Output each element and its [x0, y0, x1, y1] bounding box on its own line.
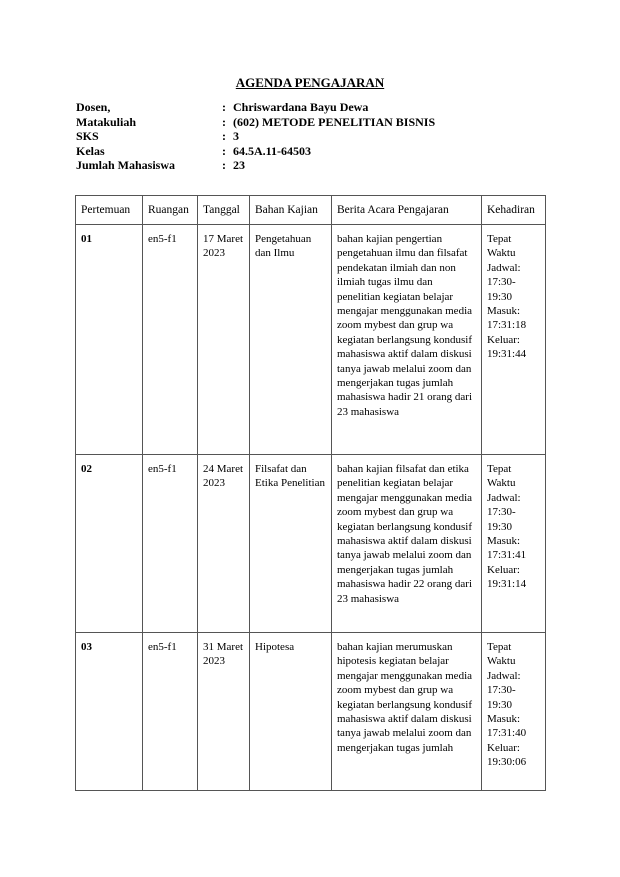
header-pertemuan: Pertemuan	[76, 196, 143, 225]
info-value: Chriswardana Bayu Dewa	[233, 100, 369, 114]
info-row-jumlah-mahasiswa	[76, 158, 435, 173]
info-value: 23	[233, 158, 245, 172]
agenda-table	[75, 195, 546, 791]
table-row	[76, 455, 546, 633]
cell-text: 03	[81, 641, 92, 653]
info-label: Kelas	[76, 143, 105, 158]
header-ruangan: Ruangan	[143, 196, 198, 225]
cell-text: Tepat Waktu Jadwal: 17:30-19:30 Masuk: 17:31:40 Keluar: 19:30:06	[487, 641, 527, 769]
header-berita-acara: Berita Acara Pengajaran	[332, 196, 482, 225]
cell-pertemuan: 02	[76, 455, 143, 633]
cell-berita-acara: bahan kajian pengertian pengetahuan ilmu dan filsafat pendekatan ilmiah dan non ilmiah tugas ilmu dan penelitian kegiatan belajar mengajar menggunakan media zoom mybest dan grup wa kegiatan berlangsung kondusif mahasiswa aktif dalam diskusi tanya jawab melalui zoom dan mengerjakan tugas jumlah mahasiswa hadir 21 orang dari 23 mahasiswa	[332, 225, 482, 455]
cell-text: bahan kajian merumuskan hipotesis kegiatan belajar mengajar menggunakan media zoom mybest dan grup wa kegiatan berlangsung kondusif mahasiswa aktif dalam diskusi tanya jawab melalui zoom dan mengerjakan tugas jumlah	[337, 641, 473, 754]
table-header-row	[76, 196, 546, 225]
cell-ruangan	[143, 633, 198, 791]
info-label: SKS	[76, 129, 99, 143]
cell-text: 31 Maret 2023	[203, 641, 244, 668]
info-separator: :	[222, 114, 226, 129]
table-row	[76, 225, 546, 455]
info-separator: :	[222, 143, 226, 158]
info-separator: :	[222, 100, 226, 114]
info-label: Matakuliah	[76, 114, 137, 129]
cell-ruangan: en5-f1	[143, 455, 198, 633]
info-row-kelas	[76, 144, 435, 159]
header-bahan-kajian: Bahan Kajian	[250, 196, 332, 225]
cell-pertemuan: 01	[76, 225, 143, 455]
info-value: 64.5A.11-64503	[233, 143, 311, 158]
info-label: Dosen,	[76, 100, 111, 114]
info-separator: :	[222, 158, 226, 172]
cell-kehadiran: Tepat Waktu Jadwal: 17:30-19:30 Masuk: 17:31:41 Keluar: 19:31:14	[482, 455, 546, 633]
document-title: AGENDA PENGAJARAN	[235, 75, 385, 90]
info-label: Jumlah Mahasiswa	[76, 158, 176, 172]
cell-kehadiran: Tepat Waktu Jadwal: 17:30-19:30 Masuk: 17:31:18 Keluar: 19:31:44	[482, 225, 546, 455]
cell-berita-acara	[332, 633, 482, 791]
cell-tanggal: 17 Maret 2023	[198, 225, 250, 455]
cell-bahan-kajian: Filsafat dan Etika Penelitian	[250, 455, 332, 633]
header-tanggal: Tanggal	[198, 196, 250, 225]
info-value: (602) METODE PENELITIAN BISNIS	[233, 114, 436, 129]
cell-bahan-kajian: Pengetahuan dan Ilmu	[250, 225, 332, 455]
cell-ruangan: en5-f1	[143, 225, 198, 455]
info-value: 3	[233, 129, 239, 143]
cell-pertemuan	[76, 633, 143, 791]
cell-berita-acara: bahan kajian filsafat dan etika penelitian kegiatan belajar mengajar menggunakan media zoom mybest dan grup wa kegiatan berlangsung kondusif mahasiswa aktif dalam diskusi tanya jawab melalui zoom dan mengerjakan tugas jumlah mahasiswa hadir 22 orang dari 23 mahasiswa	[332, 455, 482, 633]
cell-text: Hipotesa	[255, 641, 295, 653]
info-row-matakuliah	[76, 115, 435, 130]
info-separator: :	[222, 129, 226, 143]
header-kehadiran: Kehadiran	[482, 196, 546, 225]
course-info	[76, 100, 435, 173]
info-row-sks	[76, 129, 435, 144]
cell-tanggal	[198, 633, 250, 791]
cell-text: en5-f1	[148, 641, 177, 653]
table-row	[76, 633, 546, 791]
cell-tanggal: 24 Maret 2023	[198, 455, 250, 633]
info-row-dosen	[76, 100, 435, 115]
cell-kehadiran	[482, 633, 546, 791]
cell-bahan-kajian	[250, 633, 332, 791]
